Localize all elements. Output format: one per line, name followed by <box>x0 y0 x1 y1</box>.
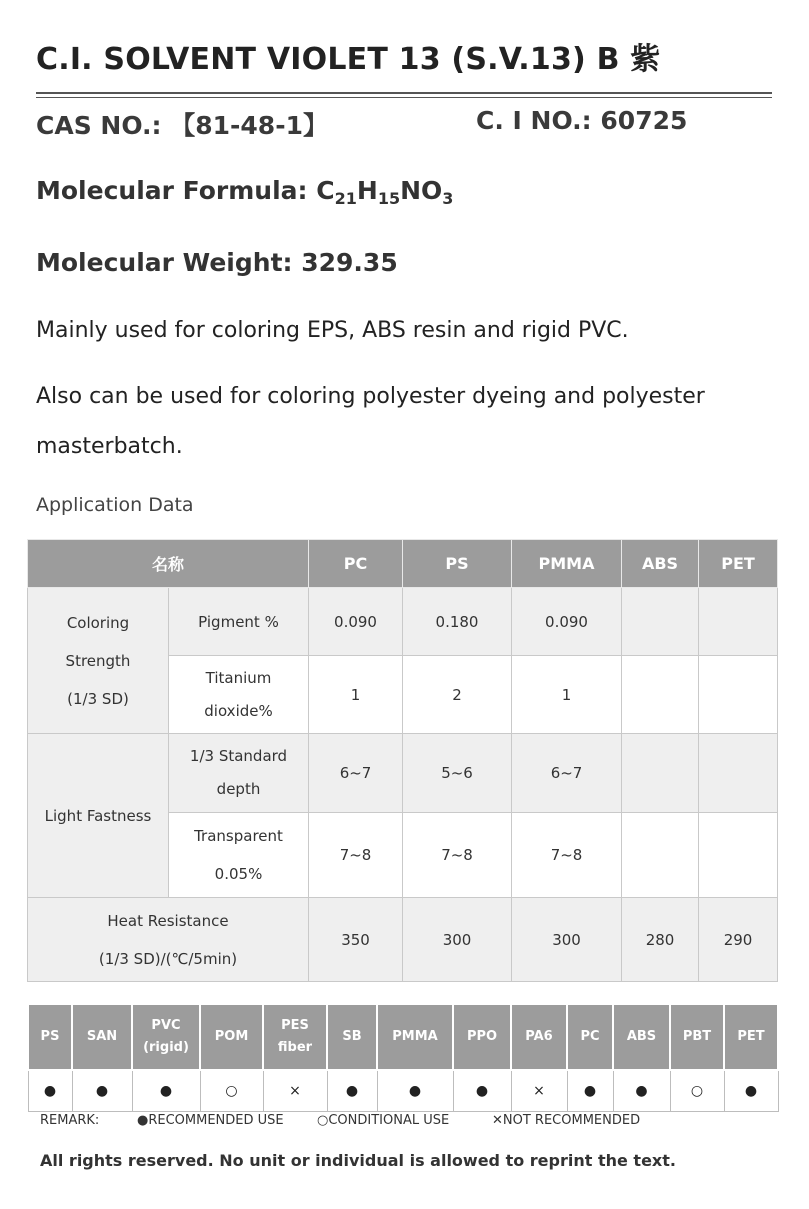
compat-mark-pom: ○ <box>200 1070 263 1112</box>
weight-value: 329.35 <box>301 248 398 277</box>
page-title: C.I. SOLVENT VIOLET 13 (S.V.13) B 紫 <box>36 42 661 77</box>
ci-number <box>476 106 687 135</box>
compat-header-san: SAN <box>72 1004 132 1070</box>
compat-mark-pc: ● <box>567 1070 613 1112</box>
standard-abs <box>622 734 699 813</box>
pigment-pc: 0.090 <box>309 588 403 656</box>
table-row <box>28 734 778 813</box>
compat-header-pet: PET <box>724 1004 778 1070</box>
header-pmma: PMMA <box>512 540 622 588</box>
cross-icon: ✕ <box>492 1113 503 1128</box>
heat-ps: 300 <box>403 898 512 982</box>
cas-label: CAS NO.: <box>36 111 162 140</box>
compat-marks-row <box>28 1070 778 1112</box>
remark-conditional: ○CONDITIONAL USE <box>317 1113 450 1128</box>
molecular-weight <box>36 248 398 277</box>
table-row <box>28 588 778 656</box>
application-data-title: Application Data <box>36 494 194 516</box>
remark-recommended: ●RECOMMENDED USE <box>137 1113 284 1128</box>
title-rule-thin <box>36 97 772 98</box>
compat-mark-pet: ● <box>724 1070 778 1112</box>
compat-header-pes: PES fiber <box>263 1004 327 1070</box>
titanium-ps: 2 <box>403 656 512 734</box>
compat-header-ppo: PPO <box>453 1004 511 1070</box>
titanium-pc: 1 <box>309 656 403 734</box>
compat-mark-pes: × <box>263 1070 327 1112</box>
header-pet: PET <box>699 540 778 588</box>
application-data-table <box>27 539 778 982</box>
titanium-pet <box>699 656 778 734</box>
compat-mark-pa6: × <box>511 1070 567 1112</box>
remark-not-recommended: ✕NOT RECOMMENDED <box>492 1113 641 1128</box>
ci-label: C. I NO.: <box>476 106 592 135</box>
header-abs: ABS <box>622 540 699 588</box>
weight-label: Molecular Weight: <box>36 248 293 277</box>
compat-header-pom: POM <box>200 1004 263 1070</box>
table-header-row <box>28 540 778 588</box>
description-line-3: masterbatch. <box>36 434 183 459</box>
compat-header-pa6: PA6 <box>511 1004 567 1070</box>
compat-mark-pbt: ○ <box>670 1070 724 1112</box>
transparent-pmma: 7~8 <box>512 813 622 898</box>
compat-mark-san: ● <box>72 1070 132 1112</box>
compat-mark-sb: ● <box>327 1070 377 1112</box>
formula-value: $C_{21}H_{15}NO_3$ <box>316 176 454 208</box>
light-fastness-label: Light Fastness <box>28 734 169 898</box>
transparent-ps: 7~8 <box>403 813 512 898</box>
header-name: 名称 <box>28 540 309 588</box>
compat-mark-pmma: ● <box>377 1070 453 1112</box>
header-pc: PC <box>309 540 403 588</box>
heat-pmma: 300 <box>512 898 622 982</box>
heat-pet: 290 <box>699 898 778 982</box>
standard-pmma: 6~7 <box>512 734 622 813</box>
table-row <box>28 898 778 982</box>
compat-mark-abs: ● <box>613 1070 670 1112</box>
ci-value: 60725 <box>600 106 688 135</box>
standard-ps: 5~6 <box>403 734 512 813</box>
standard-pet <box>699 734 778 813</box>
compat-header-pbt: PBT <box>670 1004 724 1070</box>
pigment-label: Pigment % <box>169 588 309 656</box>
transparent-pet <box>699 813 778 898</box>
pigment-ps: 0.180 <box>403 588 512 656</box>
compat-header-pc: PC <box>567 1004 613 1070</box>
heat-abs: 280 <box>622 898 699 982</box>
transparent-label: Transparent 0.05% <box>169 813 309 898</box>
title-rule-thick <box>36 92 772 94</box>
pigment-pet <box>699 588 778 656</box>
description-line-1: Mainly used for coloring EPS, ABS resin and rigid PVC. <box>36 318 629 343</box>
compat-header-pmma: PMMA <box>377 1004 453 1070</box>
titanium-abs <box>622 656 699 734</box>
description-line-2: Also can be used for coloring polyester dyeing and polyester <box>36 384 705 409</box>
compat-mark-pvc: ● <box>132 1070 200 1112</box>
heat-resistance-label: Heat Resistance (1/3 SD)/(℃/5min) <box>28 898 309 982</box>
coloring-strength-label: Coloring Strength (1/3 SD) <box>28 588 169 734</box>
compat-header-abs: ABS <box>613 1004 670 1070</box>
cas-number <box>36 106 328 142</box>
heat-pc: 350 <box>309 898 403 982</box>
remark-label: REMARK: <box>40 1113 100 1128</box>
transparent-abs <box>622 813 699 898</box>
compat-header-row <box>28 1004 778 1070</box>
compat-mark-ppo: ● <box>453 1070 511 1112</box>
compat-header-pvc: PVC (rigid) <box>132 1004 200 1070</box>
compat-header-sb: SB <box>327 1004 377 1070</box>
molecular-formula <box>36 176 453 208</box>
footer-copyright: All rights reserved. No unit or individual is allowed to reprint the text. <box>40 1151 676 1170</box>
standard-depth-label: 1/3 Standard depth <box>169 734 309 813</box>
header-ps: PS <box>403 540 512 588</box>
cas-value: 【81-48-1】 <box>170 111 328 140</box>
titanium-label: Titanium dioxide% <box>169 656 309 734</box>
compat-header-ps: PS <box>28 1004 72 1070</box>
standard-pc: 6~7 <box>309 734 403 813</box>
compatibility-table <box>27 1003 779 1112</box>
formula-label: Molecular Formula: <box>36 176 308 205</box>
transparent-pc: 7~8 <box>309 813 403 898</box>
compat-mark-ps: ● <box>28 1070 72 1112</box>
titanium-pmma: 1 <box>512 656 622 734</box>
pigment-abs <box>622 588 699 656</box>
pigment-pmma: 0.090 <box>512 588 622 656</box>
